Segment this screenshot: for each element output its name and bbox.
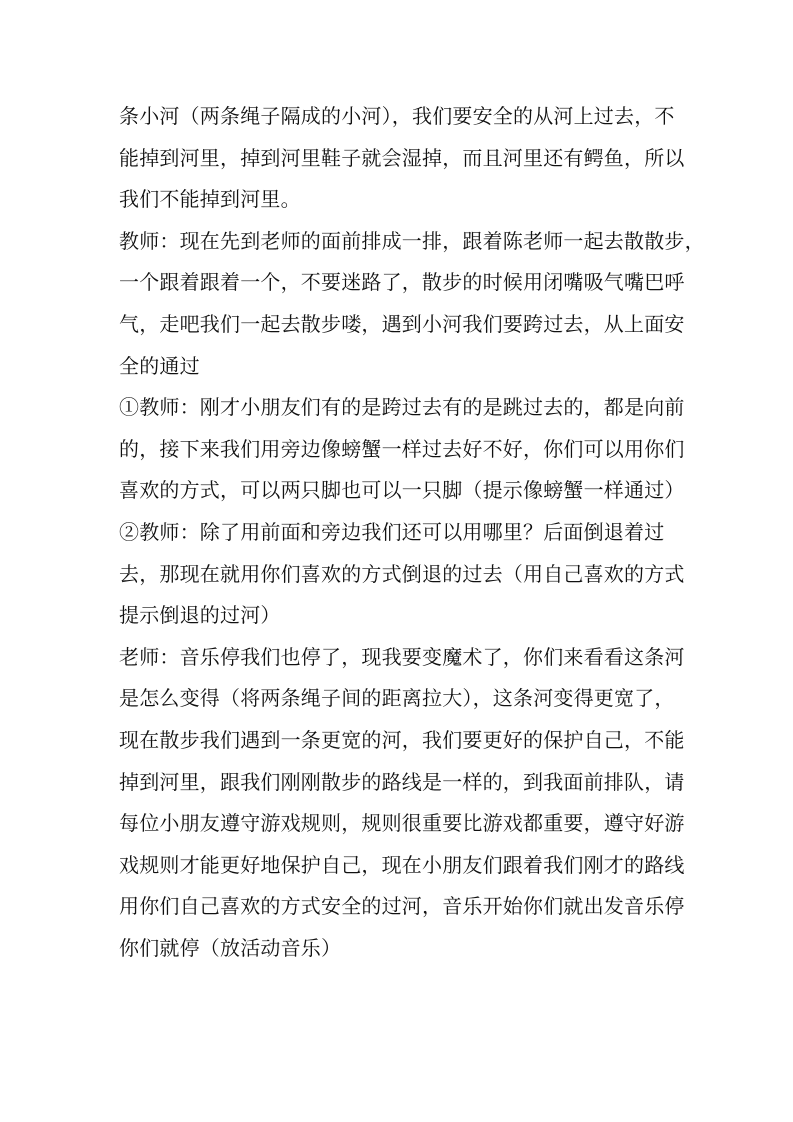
text-line: 去，那现在就用你们喜欢的方式倒退的过去（用自己喜欢的方式: [119, 561, 685, 586]
text-line: ②教师：除了用前面和旁边我们还可以用哪里？后面倒退着过: [119, 519, 665, 544]
text-line: 是怎么变得（将两条绳子间的距离拉大），这条河变得更宽了，: [119, 686, 675, 711]
text-line: 每位小朋友遵守游戏规则，规则很重要比游戏都重要，遵守好游: [119, 811, 685, 836]
text-line: 戏规则才能更好地保护自己，现在小朋友们跟着我们刚才的路线: [119, 852, 685, 877]
text-line: 的，接下来我们用旁边像螃蟹一样过去好不好，你们可以用你们: [119, 436, 685, 461]
body-text: [119, 96, 705, 969]
text-line: 现在散步我们遇到一条更宽的河，我们要更好的保护自己，不能: [119, 727, 685, 752]
text-line: 老师：音乐停我们也停了，现我要变魔术了，你们来看看这条河: [119, 644, 685, 669]
text-line: 条小河（两条绳子隔成的小河），我们要安全的从河上过去，不: [119, 104, 675, 128]
text-line: 喜欢的方式，可以两只脚也可以一只脚（提示像螃蟹一样通过）: [119, 478, 685, 503]
text-line: ①教师：刚才小朋友们有的是跨过去有的是跳过去的，都是向前: [119, 395, 685, 420]
text-line: 提示倒退的过河）: [119, 603, 281, 628]
text-line: 教师：现在先到老师的面前排成一排，跟着陈老师一起去散散步，: [119, 228, 705, 253]
text-line: 气，走吧我们一起去散步喽，遇到小河我们要跨过去，从上面安: [119, 311, 685, 336]
text-line: 我们不能掉到河里。: [119, 187, 301, 212]
text-line: 你们就停（放活动音乐）: [119, 935, 342, 960]
text-line: 掉到河里，跟我们刚刚散步的路线是一样的，到我面前排队，请: [119, 769, 685, 794]
text-line: 用你们自己喜欢的方式安全的过河，音乐开始你们就出发音乐停: [119, 894, 685, 919]
text-line: 一个跟着跟着一个，不要迷路了，散步的时候用闭嘴吸气嘴巴呼: [119, 270, 685, 295]
text-line: 全的通过: [119, 353, 200, 378]
text-line: 能掉到河里，掉到河里鞋子就会湿掉，而且河里还有鳄鱼，所以: [119, 145, 685, 170]
